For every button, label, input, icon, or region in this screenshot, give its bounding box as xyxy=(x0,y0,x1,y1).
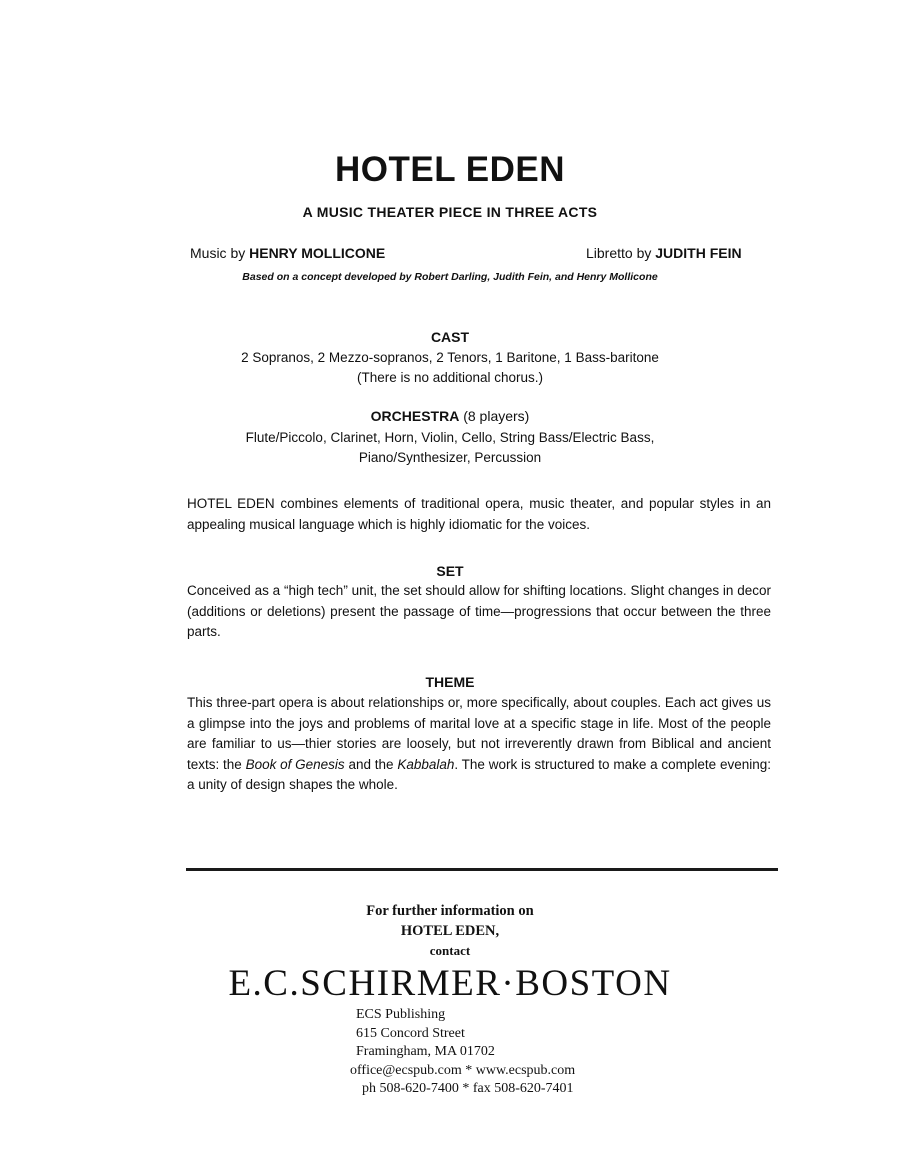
publisher-web: office@ecspub.com * www.ecspub.com xyxy=(350,1062,576,1078)
theme-and: and the xyxy=(344,756,398,772)
publisher-phone: ph 508-620-7400 * fax 508-620-7401 xyxy=(362,1081,574,1096)
music-credit xyxy=(190,245,385,261)
librettist-name: JUDITH FEIN xyxy=(655,245,742,261)
orchestra-count: (8 players) xyxy=(463,408,530,424)
contact-line-3: contact xyxy=(429,943,471,958)
intro-paragraph: HOTEL EDEN combines elements of traditional opera, music theater, and popular styles in an appealing musical language which is highly idiomatic for the voices. xyxy=(187,496,771,532)
contact-line-2: HOTEL EDEN, xyxy=(400,922,500,939)
book-of-genesis: Book of Genesis xyxy=(245,756,345,772)
kabbalah: Kabbalah xyxy=(397,756,455,772)
set-heading: SET xyxy=(436,563,464,579)
music-prefix: Music by xyxy=(190,245,246,261)
orchestra-heading-line xyxy=(0,408,900,424)
orchestra-instruments: Flute/Piccolo, Clarinet, Horn, Violin, Cello, String Bass/Electric Bass, xyxy=(245,430,655,445)
cast-voices: 2 Sopranos, 2 Mezzo-sopranos, 2 Tenors, 1 Baritone, 1 Bass-baritone xyxy=(241,350,659,365)
theme-text-1: This three-part opera is about relationships or, more specifically, about couples. Each act gives us a glimpse into the joys and problems of marital love at a specific stage in life. Most of the people are familiar to us—thier stories are loosely, but not irreverently drawn from Biblical and ancient texts: the xyxy=(187,695,771,772)
divider xyxy=(186,868,778,871)
cast-heading: CAST xyxy=(430,329,470,345)
composer-name: HENRY MOLLICONE xyxy=(249,245,386,261)
set-paragraph: Conceived as a “high tech” unit, the set should allow for shifting locations. Slight changes in decor (additions or deletions) present the passage of time—progressions that occur between the three parts. xyxy=(187,583,771,639)
publisher-street: 615 Concord Street xyxy=(356,1025,465,1041)
page-title: HOTEL EDEN xyxy=(335,150,565,189)
publisher-city: Framingham, MA 01702 xyxy=(356,1044,495,1059)
publisher-logo: E.C.SCHIRMER·BOSTON xyxy=(228,963,672,1004)
publisher-name: ECS Publishing xyxy=(356,1007,446,1022)
libretto-prefix: Libretto by xyxy=(586,245,652,261)
orchestra-heading: ORCHESTRA xyxy=(370,408,460,424)
concept-note: Based on a concept developed by Robert Darling, Judith Fein, and Henry Mollicone xyxy=(242,271,658,283)
contact-intro xyxy=(0,902,900,961)
cast-chorus-note: (There is no additional chorus.) xyxy=(356,370,544,385)
theme-text-2: . The work is structured to make a complete evening: a unity of design shapes the whole. xyxy=(187,756,771,792)
publisher-address xyxy=(350,1006,650,1099)
libretto-credit xyxy=(586,245,742,261)
theme-heading: THEME xyxy=(425,674,475,690)
subtitle: A MUSIC THEATER PIECE IN THREE ACTS xyxy=(302,204,598,220)
theme-paragraph xyxy=(187,693,771,796)
orchestra-instruments-cont: Piano/Synthesizer, Percussion xyxy=(358,450,542,465)
contact-line-1: For further information on xyxy=(366,903,534,919)
